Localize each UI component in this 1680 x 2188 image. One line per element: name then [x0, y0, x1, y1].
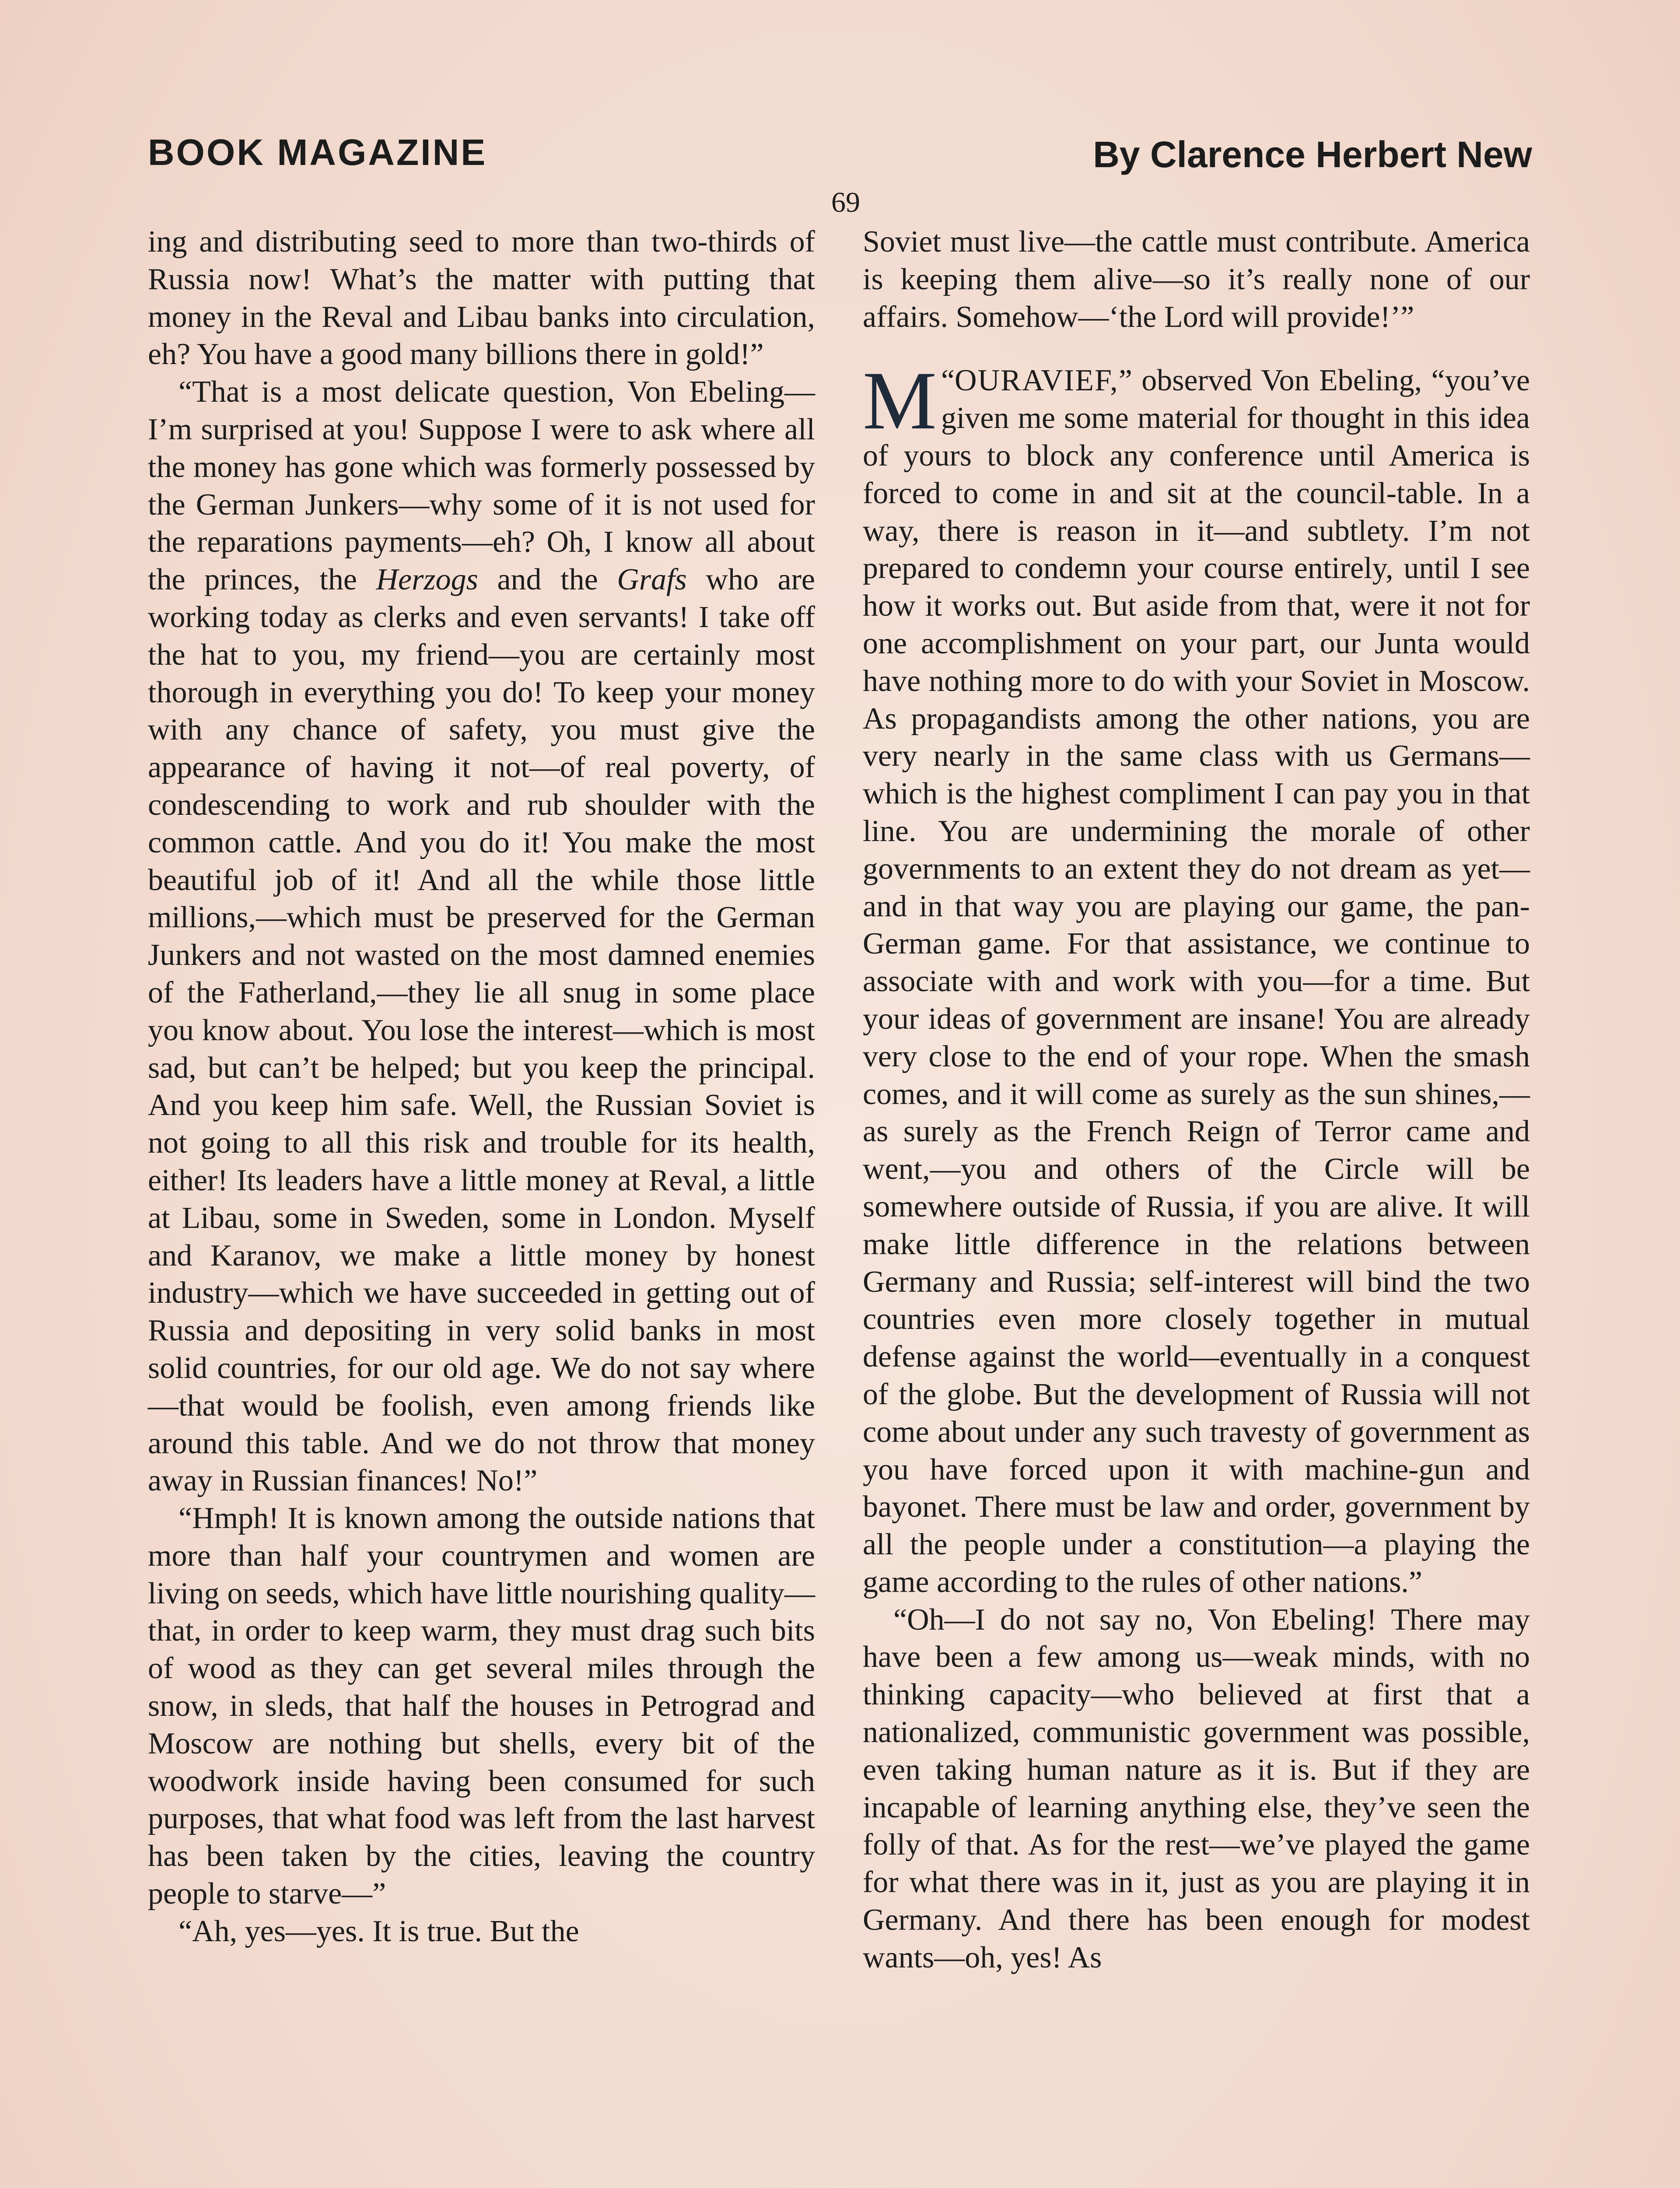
page-number: 69 [831, 186, 860, 218]
paragraph [863, 355, 1530, 1601]
paragraph: “Hmph! It is known among the outside nations that more than half your countrymen and women are living on seeds, which have little nourishing quality—that, in order to keep warm, they must drag such bits of wood as they can get several miles through the snow, in sleds, that half the houses in Petrograd and Moscow are nothing but shells, every bit of the woodwork inside having been consumed for such purposes, that what food was left from the last harvest has been taken by the cities, leaving the country people to starve—” [148, 1501, 815, 1911]
text-run: and the [478, 563, 617, 597]
paragraph: “Oh—I do not say no, Von Ebeling! There may have been a few among us—weak minds, with no thinking capacity—who believed at first that a nationalized, communistic government was possible, even taking human nature as it is. But if they are incapable of learning anything else, they’ve seen the folly of that. As for the rest—we’ve played the game for what there was in it, just as you are playing it in Germany. And there has been enough for modest wants—oh, yes! As [863, 1602, 1530, 1974]
opening-quote: “ [941, 364, 955, 398]
magazine-title: BOOK MAGAZINE [148, 132, 487, 173]
text-run: ” observed Von Ebeling, “you’ve given me some material for thought in this idea of yours to block any conference until America is forced to come in and sit at the council-table. In a way, there is reason in it—and subtlety. I’m not prepared to condemn your course entirely, until I see how it works out. But aside from that, were it not for one accomplishment on your part, our Junta would have nothing more to do with your Soviet in Moscow. As propagandists among the other nations, you are very nearly in the same class with us Germans—which is the highest compliment I can pay you in that line. You are undermining the morale of other governments to an extent they do not dream as yet—and in that way you are playing our game, the pan-German game. For that assistance, we continue to associate with and work with you—for a time. But your ideas of government are insane! You are already very close to the end of your rope. When the smash comes, and it will come as surely as the sun shines,—as surely as the French Reign of Terror came and went,—you and others of the Circle will be somewhere outside of Russia, if you are alive. It will make little difference in the relations between Germany and Russia; self-interest will bind the two countries even more closely together in mutual defense against the world—eventually in a conquest of the globe. But the development of Russia will not come about under any such travesty of government as you have forced upon it with machine-gun and bayonet. There must be law and order, government by all the people under a constitution—a playing the game according to the rules of other nations.” [863, 364, 1530, 1599]
paragraph [148, 373, 815, 1500]
small-caps-text: OURAVIEF, [955, 364, 1119, 398]
right-text-column [863, 223, 1530, 1977]
left-text-column [148, 223, 815, 1950]
italic-word: Grafs [617, 563, 687, 597]
drop-cap: M [863, 355, 937, 447]
paragraph: ing and distributing seed to more than two-thirds of Russia now! What’s the matter with putting that money in the Reval and Libau banks into circulation, eh? You have a good many billions there in gold!” [148, 225, 815, 372]
italic-word: Herzogs [376, 563, 478, 597]
author-byline: By Clarence Herbert New [1093, 134, 1532, 175]
text-run: who are working today as clerks and even servants! I take off the hat to you, my friend—you are certainly most thorough in everything you do! To keep your money with any chance of safety, you must give the appearance of having it not—of real poverty, of condescending to work and rub shoulder with the common cattle. And you do it! You make the most beautiful job of it! And all the while those little millions,—which must be preserved for the German Junkers and not wasted on the most damned enemies of the Fatherland,—they lie all snug in some place you know about. You lose the interest—which is most sad, but can’t be helped; but you keep the principal. And you keep him safe. Well, the Russian Soviet is not going to all this risk and trouble for its health, either! Its leaders have a little money at Reval, a little at Libau, some in Sweden, some in London. Myself and Karanov, we make a little money by honest industry—which we have succeeded in getting out of Russia and depositing in very solid banks in most solid countries, for our old age. We do not say where—that would be foolish, even among friends like around this table. And we do not throw that money away in Russian finances! No!” [148, 563, 815, 1498]
text-run: “That is a most delicate question, Von Ebeling—I’m surprised at you! Suppose I were to ask where all the money has gone which was formerly possessed by the German Junkers—why some of it is not used for the reparations payments—eh? Oh, I know all about the princes, the [148, 375, 815, 597]
paragraph: Soviet must live—the cattle must contribute. America is keeping them alive—so it’s really none of our affairs. Somehow—‘the Lord will provide!’” [863, 225, 1530, 334]
paragraph: “Ah, yes—yes. It is true. But the [178, 1914, 579, 1948]
